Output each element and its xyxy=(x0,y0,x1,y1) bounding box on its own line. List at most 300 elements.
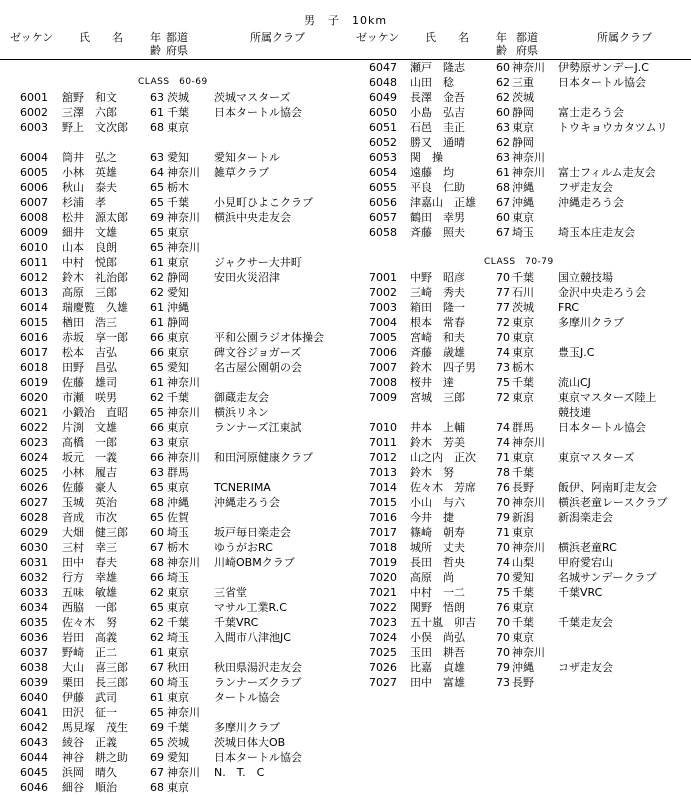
right-column xyxy=(346,60,691,690)
entry-row xyxy=(0,330,346,345)
prefecture: 東京 xyxy=(167,331,189,344)
runner-name: 宮城 三郎 xyxy=(410,391,465,404)
age: 69 xyxy=(150,211,164,224)
bib-number: 6008 xyxy=(20,211,48,224)
header-club: 所属クラブ xyxy=(597,31,652,44)
runner-name: 筒井 弘之 xyxy=(62,151,117,164)
club-name: 碑文谷ジョガーズ xyxy=(214,346,302,359)
runner-name: 松井 源太郎 xyxy=(62,211,128,224)
prefecture: 神奈川 xyxy=(512,646,545,659)
age: 64 xyxy=(150,166,164,179)
age: 71 xyxy=(496,451,510,464)
bib-number: 6030 xyxy=(20,541,48,554)
runner-name: 岩田 高義 xyxy=(62,631,117,644)
page-title: 男 子 10km xyxy=(303,14,388,27)
bib-number: 6057 xyxy=(369,211,397,224)
club-name: 坂戸毎日楽走会 xyxy=(214,526,291,539)
bib-number: 6015 xyxy=(20,316,48,329)
entry-row xyxy=(0,165,346,180)
entry-row xyxy=(0,705,346,720)
entry-row xyxy=(346,585,691,600)
age: 60 xyxy=(150,526,164,539)
club-name: 秋田県湯沢走友会 xyxy=(214,661,302,674)
prefecture: 神奈川 xyxy=(167,211,200,224)
age: 65 xyxy=(150,736,164,749)
entry-row xyxy=(0,735,346,750)
bib-number: 6038 xyxy=(20,661,48,674)
bib-number: 7017 xyxy=(369,526,397,539)
prefecture: 千葉 xyxy=(512,376,534,389)
entry-row xyxy=(0,150,346,165)
prefecture: 茨城 xyxy=(512,301,534,314)
prefecture: 栃木 xyxy=(167,541,189,554)
entry-row xyxy=(346,270,691,285)
age: 70 xyxy=(496,541,510,554)
runner-name: 舘野 和文 xyxy=(62,91,117,104)
bib-number: 7007 xyxy=(369,361,397,374)
age: 61 xyxy=(496,166,510,179)
bib-number: 7004 xyxy=(369,316,397,329)
prefecture: 群馬 xyxy=(167,466,189,479)
club-name: 千葉走友会 xyxy=(558,616,613,629)
runner-name: 鈴木 四子男 xyxy=(410,361,476,374)
prefecture: 千葉 xyxy=(512,466,534,479)
entry-row xyxy=(0,180,346,195)
age: 70 xyxy=(496,646,510,659)
age: 62 xyxy=(150,391,164,404)
club-name: 競技連 xyxy=(558,406,591,419)
age: 60 xyxy=(496,211,510,224)
prefecture: 東京 xyxy=(512,316,534,329)
prefecture: 山梨 xyxy=(512,556,534,569)
prefecture: 静岡 xyxy=(167,316,189,329)
entry-row xyxy=(346,525,691,540)
age: 66 xyxy=(150,331,164,344)
age: 61 xyxy=(150,256,164,269)
spacer-row xyxy=(346,240,691,255)
entry-row xyxy=(346,615,691,630)
bib-number: 7008 xyxy=(369,376,397,389)
prefecture: 愛知 xyxy=(512,571,534,584)
club-name: マサル工業R.C xyxy=(214,601,287,614)
entry-row xyxy=(0,540,346,555)
bib-number: 6040 xyxy=(20,691,48,704)
age: 79 xyxy=(496,511,510,524)
runner-name: 赤坂 享一郎 xyxy=(62,331,128,344)
runner-name: 篠崎 朝寿 xyxy=(410,526,465,539)
prefecture: 東京 xyxy=(512,601,534,614)
prefecture: 埼玉 xyxy=(167,526,189,539)
prefecture: 沖縄 xyxy=(167,496,189,509)
age: 75 xyxy=(496,376,510,389)
age: 68 xyxy=(496,181,510,194)
prefecture: 佐賀 xyxy=(167,511,189,524)
entry-row xyxy=(0,525,346,540)
runner-name: 小鍛冶 直昭 xyxy=(62,406,128,419)
runner-name: 片渕 文雄 xyxy=(62,421,117,434)
age: 79 xyxy=(496,661,510,674)
runner-name: 田野 昌弘 xyxy=(62,361,117,374)
runner-name: 音成 市次 xyxy=(62,511,117,524)
runner-name: 野崎 正二 xyxy=(62,646,117,659)
age: 74 xyxy=(496,556,510,569)
runner-name: 瀬戸 隆志 xyxy=(410,61,465,74)
entry-row xyxy=(346,375,691,390)
bib-number: 6012 xyxy=(20,271,48,284)
entry-row xyxy=(0,405,346,420)
runner-name: 玉城 英治 xyxy=(62,496,117,509)
entry-row xyxy=(0,690,346,705)
runner-name: 五十嵐 卯吉 xyxy=(410,616,476,629)
entry-row xyxy=(0,615,346,630)
bib-number: 6022 xyxy=(20,421,48,434)
runner-name: 中野 昭彦 xyxy=(410,271,465,284)
club-name: 愛知タートル xyxy=(214,151,280,164)
prefecture: 東京 xyxy=(167,481,189,494)
prefecture: 埼玉 xyxy=(167,571,189,584)
bib-number: 6029 xyxy=(20,526,48,539)
prefecture: 千葉 xyxy=(512,271,534,284)
bib-number: 7020 xyxy=(369,571,397,584)
age: 61 xyxy=(150,691,164,704)
prefecture: 東京 xyxy=(512,526,534,539)
runner-name: 斉藤 照夫 xyxy=(410,226,465,239)
runner-name: 小林 英雄 xyxy=(62,166,117,179)
prefecture: 群馬 xyxy=(512,421,534,434)
prefecture: 神奈川 xyxy=(512,496,545,509)
age: 63 xyxy=(150,466,164,479)
prefecture: 東京 xyxy=(512,451,534,464)
age: 65 xyxy=(150,601,164,614)
prefecture: 千葉 xyxy=(167,721,189,734)
runner-name: 田中 富雄 xyxy=(410,676,465,689)
club-name: 新潟楽走会 xyxy=(558,511,613,524)
bib-number: 6006 xyxy=(20,181,48,194)
club-name: 千葉VRC xyxy=(558,586,603,599)
entry-row xyxy=(346,600,691,615)
prefecture: 埼玉 xyxy=(512,226,534,239)
prefecture: 茨城 xyxy=(167,91,189,104)
age: 77 xyxy=(496,301,510,314)
age: 62 xyxy=(150,586,164,599)
entry-row xyxy=(346,450,691,465)
runner-name: 今井 捷 xyxy=(410,511,454,524)
bib-number: 6047 xyxy=(369,61,397,74)
class-heading xyxy=(0,75,346,90)
bib-number: 7001 xyxy=(369,271,397,284)
entry-row xyxy=(346,90,691,105)
header-club: 所属クラブ xyxy=(250,31,305,44)
club-name: 名古屋公園朝の会 xyxy=(214,361,302,374)
entry-row xyxy=(346,150,691,165)
prefecture: 愛知 xyxy=(167,751,189,764)
runner-name: 坂元 一義 xyxy=(62,451,117,464)
bib-number: 6056 xyxy=(369,196,397,209)
runner-name: 野上 文次郎 xyxy=(62,121,128,134)
entry-row xyxy=(346,645,691,660)
entry-row xyxy=(0,435,346,450)
prefecture: 東京 xyxy=(512,211,534,224)
spacer-row xyxy=(0,135,346,150)
bib-number: 6042 xyxy=(20,721,48,734)
header-age-bottom: 齢 xyxy=(150,44,161,57)
bib-number: 7023 xyxy=(369,616,397,629)
prefecture: 千葉 xyxy=(167,616,189,629)
club-name: 沖縄走ろう会 xyxy=(558,196,624,209)
age: 76 xyxy=(496,601,510,614)
bib-number: 6011 xyxy=(20,256,48,269)
entry-row xyxy=(0,210,346,225)
bib-number: 7022 xyxy=(369,601,397,614)
prefecture: 沖縄 xyxy=(512,181,534,194)
bib-number: 6031 xyxy=(20,556,48,569)
runner-name: 小島 弘吉 xyxy=(410,106,465,119)
age: 62 xyxy=(150,616,164,629)
club-name: 東京マスターズ xyxy=(558,451,635,464)
runner-name: 鈴木 礼治郎 xyxy=(62,271,128,284)
runner-name: 長澤 金吾 xyxy=(410,91,465,104)
prefecture: 神奈川 xyxy=(167,706,200,719)
entry-row xyxy=(346,330,691,345)
club-name: 豊玉J.C xyxy=(558,346,595,359)
entry-row xyxy=(0,255,346,270)
age: 61 xyxy=(150,316,164,329)
prefecture: 東京 xyxy=(167,646,189,659)
entry-row xyxy=(346,405,691,420)
bib-number: 6010 xyxy=(20,241,48,254)
age: 61 xyxy=(150,301,164,314)
prefecture: 神奈川 xyxy=(167,556,200,569)
age: 70 xyxy=(496,616,510,629)
bib-number: 6046 xyxy=(20,781,48,794)
runner-name: 斉藤 歳雄 xyxy=(410,346,465,359)
prefecture: 神奈川 xyxy=(167,451,200,464)
entry-row xyxy=(0,345,346,360)
runner-name: 綾谷 正義 xyxy=(62,736,117,749)
prefecture: 栃木 xyxy=(512,361,534,374)
runner-name: 高原 尚 xyxy=(410,571,454,584)
bib-number: 6001 xyxy=(20,91,48,104)
club-name: 日本タートル協会 xyxy=(558,76,646,89)
prefecture: 神奈川 xyxy=(512,151,545,164)
prefecture: 静岡 xyxy=(512,136,534,149)
age: 65 xyxy=(150,706,164,719)
age: 67 xyxy=(496,196,510,209)
bib-number: 7003 xyxy=(369,301,397,314)
runner-name: 松本 吉弘 xyxy=(62,346,117,359)
prefecture: 沖縄 xyxy=(167,301,189,314)
entry-row xyxy=(346,675,691,690)
prefecture: 千葉 xyxy=(167,106,189,119)
bib-number: 6035 xyxy=(20,616,48,629)
prefecture: 愛知 xyxy=(167,361,189,374)
entry-row xyxy=(0,510,346,525)
entry-row xyxy=(346,555,691,570)
age: 62 xyxy=(150,631,164,644)
age: 68 xyxy=(150,556,164,569)
age: 62 xyxy=(496,136,510,149)
club-name: コザ走友会 xyxy=(558,661,613,674)
bib-number: 6009 xyxy=(20,226,48,239)
bib-number: 6026 xyxy=(20,481,48,494)
age: 67 xyxy=(150,541,164,554)
age: 67 xyxy=(496,226,510,239)
runner-name: 佐藤 雄司 xyxy=(62,376,117,389)
age: 65 xyxy=(150,481,164,494)
club-name: 安田火災沼津 xyxy=(214,271,280,284)
club-name: 日本タートル協会 xyxy=(214,106,302,119)
age: 65 xyxy=(150,511,164,524)
entry-row xyxy=(0,375,346,390)
entry-row xyxy=(346,135,691,150)
prefecture: 神奈川 xyxy=(167,406,200,419)
prefecture: 神奈川 xyxy=(512,166,545,179)
bib-number: 7025 xyxy=(369,646,397,659)
entry-row xyxy=(0,390,346,405)
runner-name: 秋山 泰夫 xyxy=(62,181,117,194)
club-name: 横浜老童レースクラブ xyxy=(558,496,668,509)
runner-name: 関野 悟朗 xyxy=(410,601,465,614)
club-name: 三省堂 xyxy=(214,586,247,599)
club-name: 横浜リネン xyxy=(214,406,269,419)
entry-row xyxy=(346,105,691,120)
age: 63 xyxy=(150,436,164,449)
bib-number: 6053 xyxy=(369,151,397,164)
bib-number: 7027 xyxy=(369,676,397,689)
header-name: 氏 名 xyxy=(79,31,123,44)
club-name: フザ走友会 xyxy=(558,181,613,194)
prefecture: 東京 xyxy=(167,346,189,359)
runner-name: 大畑 健三郎 xyxy=(62,526,128,539)
club-name: FRC xyxy=(558,301,580,314)
entry-row xyxy=(0,450,346,465)
entry-row xyxy=(346,540,691,555)
entry-row xyxy=(346,660,691,675)
prefecture: 埼玉 xyxy=(167,631,189,644)
left-column xyxy=(0,60,346,795)
header-pref-bottom: 府県 xyxy=(516,44,538,57)
club-name: 横浜中央走友会 xyxy=(214,211,291,224)
entry-row xyxy=(346,345,691,360)
runner-name: 鈴木 芳美 xyxy=(410,436,465,449)
entry-row xyxy=(0,300,346,315)
entry-row xyxy=(346,225,691,240)
age: 63 xyxy=(496,121,510,134)
runner-name: 高橋 一郎 xyxy=(62,436,117,449)
age: 65 xyxy=(150,241,164,254)
prefecture: 長野 xyxy=(512,481,534,494)
club-name: ランナーズクラブ xyxy=(214,676,302,689)
bib-number: 7014 xyxy=(369,481,397,494)
prefecture: 神奈川 xyxy=(512,61,545,74)
runner-name: 平良 仁助 xyxy=(410,181,465,194)
entry-row xyxy=(346,480,691,495)
entry-row xyxy=(0,630,346,645)
club-name: 千葉VRC xyxy=(214,616,259,629)
prefecture: 東京 xyxy=(167,601,189,614)
runner-name: 馬見塚 茂生 xyxy=(62,721,128,734)
class-label: CLASS 60-69 xyxy=(138,77,208,87)
entry-row xyxy=(0,765,346,780)
club-name: 日本タートル協会 xyxy=(214,751,302,764)
prefecture: 愛知 xyxy=(167,151,189,164)
runner-name: 石邑 圭正 xyxy=(410,121,465,134)
prefecture: 茨城 xyxy=(512,91,534,104)
entry-row xyxy=(0,270,346,285)
club-name: タートル協会 xyxy=(214,691,280,704)
club-name: 流山CJ xyxy=(558,376,591,389)
entry-row xyxy=(0,585,346,600)
club-name: 御蔵走友会 xyxy=(214,391,269,404)
entry-row xyxy=(346,285,691,300)
club-name: 入間市八津池JC xyxy=(214,631,291,644)
club-name: 飯伊、阿南町走友会 xyxy=(558,481,657,494)
prefecture: 茨城 xyxy=(167,736,189,749)
entry-row xyxy=(346,360,691,375)
spacer-row xyxy=(0,60,346,75)
prefecture: 秋田 xyxy=(167,661,189,674)
prefecture: 東京 xyxy=(167,256,189,269)
prefecture: 東京 xyxy=(167,691,189,704)
runner-name: 三澤 六郎 xyxy=(62,106,117,119)
bib-number: 6013 xyxy=(20,286,48,299)
bib-number: 6014 xyxy=(20,301,48,314)
entry-row xyxy=(0,750,346,765)
runner-name: 玉田 耕吾 xyxy=(410,646,465,659)
entry-row xyxy=(0,120,346,135)
runner-name: 小林 履吉 xyxy=(62,466,117,479)
age: 73 xyxy=(496,361,510,374)
runner-name: 行方 幸雄 xyxy=(62,571,117,584)
bib-number: 7002 xyxy=(369,286,397,299)
runner-name: 山之内 正次 xyxy=(410,451,476,464)
bib-number: 6018 xyxy=(20,361,48,374)
header-age-top: 年 xyxy=(150,31,161,44)
entry-row xyxy=(346,420,691,435)
age: 65 xyxy=(150,361,164,374)
bib-number: 6036 xyxy=(20,631,48,644)
entry-row xyxy=(0,780,346,795)
entry-row xyxy=(346,465,691,480)
prefecture: 東京 xyxy=(167,436,189,449)
prefecture: 静岡 xyxy=(167,271,189,284)
bib-number: 6027 xyxy=(20,496,48,509)
club-name: 小見町ひよこクラブ xyxy=(214,196,313,209)
age: 68 xyxy=(150,121,164,134)
age: 62 xyxy=(150,271,164,284)
runner-name: 鈴木 努 xyxy=(410,466,454,479)
club-name: 甲府愛宕山 xyxy=(558,556,613,569)
bib-number: 7016 xyxy=(369,511,397,524)
runner-name: 山本 良朗 xyxy=(62,241,117,254)
club-name: 沖縄走ろう会 xyxy=(214,496,280,509)
club-name: 多摩川クラブ xyxy=(558,316,624,329)
bib-number: 6032 xyxy=(20,571,48,584)
entry-row xyxy=(346,630,691,645)
club-name: 多摩川クラブ xyxy=(214,721,280,734)
bib-number: 7006 xyxy=(369,346,397,359)
header-bib: ゼッケン xyxy=(356,31,400,44)
bib-number: 6045 xyxy=(20,766,48,779)
age: 62 xyxy=(150,286,164,299)
runner-name: 神谷 耕之助 xyxy=(62,751,128,764)
entry-row xyxy=(0,225,346,240)
runner-name: 城所 丈夫 xyxy=(410,541,465,554)
runner-name: 比嘉 貞雄 xyxy=(410,661,465,674)
entry-row xyxy=(0,480,346,495)
age: 61 xyxy=(150,106,164,119)
prefecture: 東京 xyxy=(512,631,534,644)
